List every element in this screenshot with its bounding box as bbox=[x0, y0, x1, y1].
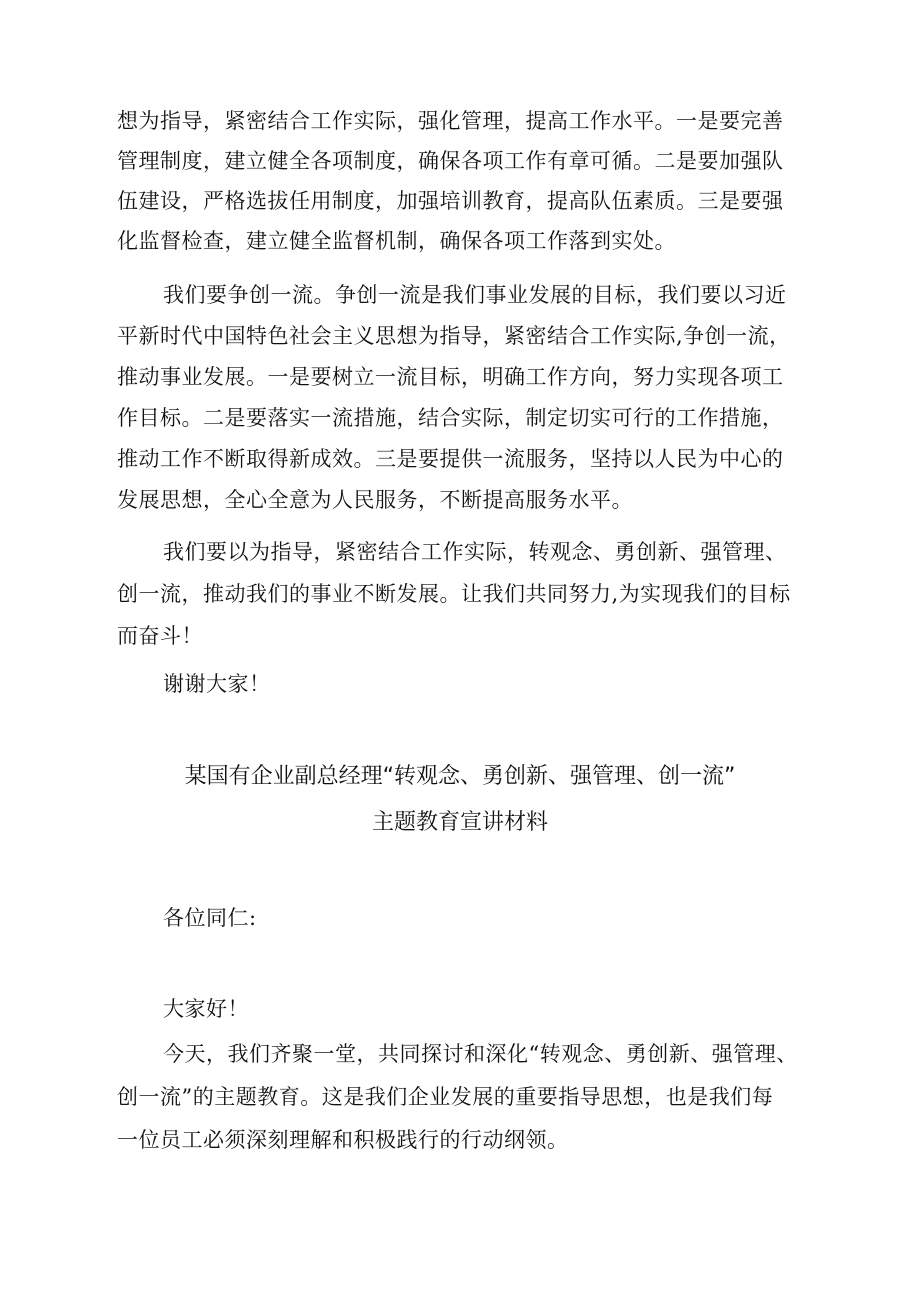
closing-line: 谢谢大家！ bbox=[163, 672, 271, 696]
paragraph-line: 我们要争创一流。争创一流是我们事业发展的目标，我们要以习近 bbox=[163, 283, 787, 307]
paragraph-line: 我们要以为指导，紧密结合工作实际，转观念、勇创新、强管理、 bbox=[163, 540, 787, 564]
paragraph-line: 一位员工必须深刻理解和积极践行的行动纲领。 bbox=[117, 1128, 569, 1152]
paragraph-line: 化监督检查，建立健全监督机制，确保各项工作落到实处。 bbox=[117, 229, 676, 253]
paragraph-line: 而奋斗！ bbox=[117, 624, 203, 648]
paragraph-line: 平新时代中国特色社会主义思想为指导，紧密结合工作实际,争创一流， bbox=[117, 324, 791, 348]
paragraph-line: 想为指导，紧密结合工作实际，强化管理，提高工作水平。一是要完善 bbox=[117, 109, 784, 133]
salutation: 各位同仁: bbox=[163, 906, 257, 930]
paragraph-line: 管理制度，建立健全各项制度，确保各项工作有章可循。二是要加强队 bbox=[117, 149, 784, 173]
paragraph-line: 创一流”的主题教育。这是我们企业发展的重要指导思想，也是我们每 bbox=[117, 1085, 774, 1109]
paragraph-line: 今天，我们齐聚一堂，共同探讨和深化“转观念、勇创新、强管理、 bbox=[163, 1042, 798, 1066]
greeting: 大家好！ bbox=[163, 997, 249, 1021]
article-title-line1: 某国有企业副总经理“转观念、勇创新、强管理、创一流” bbox=[184, 764, 736, 789]
paragraph-line: 创一流，推动我们的事业不断发展。让我们共同努力,为实现我们的目标 bbox=[117, 582, 791, 606]
paragraph-line: 伍建设，严格选拔任用制度，加强培训教育，提高队伍素质。三是要强 bbox=[117, 189, 784, 213]
paragraph-line: 推动工作不断取得新成效。三是要提供一流服务，坚持以人民为中心的 bbox=[117, 447, 784, 471]
paragraph-line: 发展思想，全心全意为人民服务，不断提高服务水平。 bbox=[117, 488, 633, 512]
article-title-line2: 主题教育宣讲材料 bbox=[371, 810, 548, 835]
paragraph-line: 推动事业发展。一是要树立一流目标，明确工作方向，努力实现各项工 bbox=[117, 365, 784, 389]
paragraph-line: 作目标。二是要落实一流措施，结合实际，制定切实可行的工作措施， bbox=[117, 406, 784, 430]
